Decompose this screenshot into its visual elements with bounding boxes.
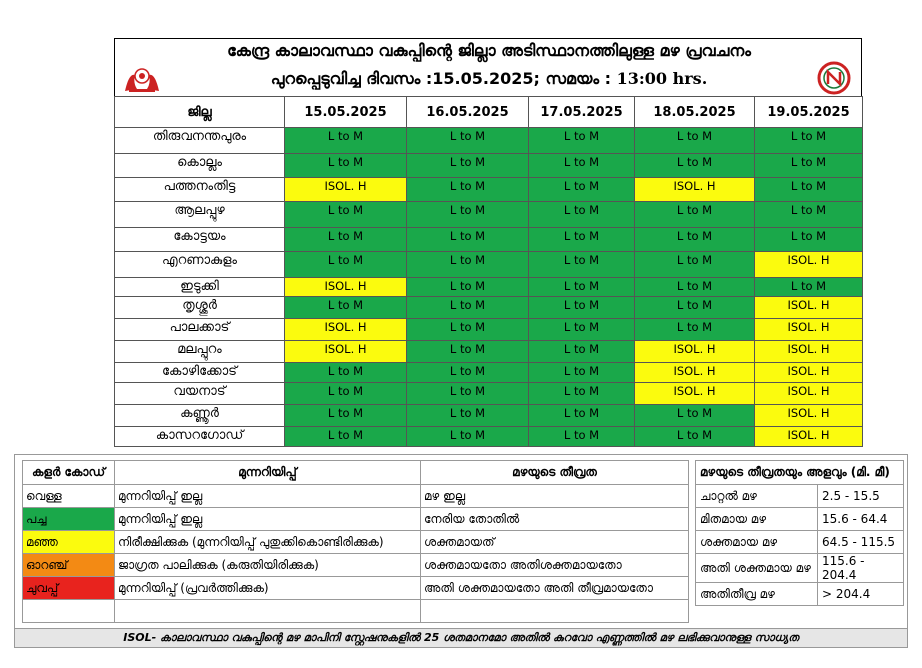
forecast-cell: L to M bbox=[407, 363, 529, 383]
legend-row bbox=[23, 485, 689, 508]
intensity-text: നേരിയ തോതിൽ bbox=[421, 508, 689, 531]
range-row bbox=[696, 508, 904, 531]
forecast-cell: L to M bbox=[529, 178, 635, 202]
warning-text: മുന്നറിയിപ്പ് ഇല്ല bbox=[115, 508, 421, 531]
forecast-cell: ISOL. H bbox=[635, 383, 755, 405]
color-swatch-label: പച്ച bbox=[23, 508, 115, 531]
rain-amount: 115.6 - 204.4 bbox=[818, 554, 904, 583]
rain-category: ചാറ്റൽ മഴ bbox=[696, 485, 818, 508]
forecast-header bbox=[114, 38, 862, 96]
forecast-cell: L to M bbox=[529, 319, 635, 341]
forecast-cell: L to M bbox=[407, 128, 529, 154]
table-row bbox=[115, 178, 863, 202]
forecast-cell: ISOL. H bbox=[285, 319, 407, 341]
intensity-text: ശക്തമായതോ അതിശക്തമായതോ bbox=[421, 554, 689, 577]
date-column-header: 18.05.2025 bbox=[635, 97, 755, 128]
forecast-cell: L to M bbox=[407, 252, 529, 278]
legend-row bbox=[23, 577, 689, 600]
forecast-cell: L to M bbox=[529, 228, 635, 252]
district-name: കാസറഗോഡ് bbox=[115, 427, 285, 447]
rainfall-range-table bbox=[695, 460, 904, 606]
forecast-cell: L to M bbox=[635, 252, 755, 278]
forecast-cell: L to M bbox=[635, 427, 755, 447]
forecast-cell: L to M bbox=[529, 252, 635, 278]
range-row bbox=[696, 485, 904, 508]
forecast-cell: ISOL. H bbox=[635, 341, 755, 363]
forecast-cell: ISOL. H bbox=[755, 383, 863, 405]
forecast-cell: L to M bbox=[407, 297, 529, 319]
table-row bbox=[115, 228, 863, 252]
warning-text: മുന്നറിയിപ്പ് (പ്രവർത്തിക്കുക) bbox=[115, 577, 421, 600]
forecast-cell: L to M bbox=[755, 202, 863, 228]
intensity-text: അതി ശക്തമായതോ അതി തീവ്രമായതോ bbox=[421, 577, 689, 600]
district-name: കണ്ണൂർ bbox=[115, 405, 285, 427]
forecast-cell: L to M bbox=[529, 154, 635, 178]
range-header: മഴയുടെ തീവ്രതയും അളവും (മി. മീ) bbox=[696, 461, 904, 485]
forecast-cell: L to M bbox=[285, 297, 407, 319]
kerala-emblem-icon bbox=[123, 63, 161, 93]
color-swatch-label: വെള്ള bbox=[23, 485, 115, 508]
forecast-cell: L to M bbox=[635, 128, 755, 154]
color-swatch-label: ഓറഞ്ച് bbox=[23, 554, 115, 577]
forecast-cell: L to M bbox=[755, 154, 863, 178]
district-name: വയനാട് bbox=[115, 383, 285, 405]
issue-date-text: പുറപ്പെടുവിച്ച ദിവസം :15.05.2025; സമയം : bbox=[270, 69, 617, 88]
district-name: തിരുവനന്തപുരം bbox=[115, 128, 285, 154]
table-row bbox=[115, 319, 863, 341]
warning-text: മുന്നറിയിപ്പ് ഇല്ല bbox=[115, 485, 421, 508]
district-name: തൃശ്ശൂർ bbox=[115, 297, 285, 319]
forecast-cell: L to M bbox=[407, 178, 529, 202]
table-row bbox=[115, 202, 863, 228]
district-column-header: ജില്ല bbox=[115, 97, 285, 128]
district-forecast-table bbox=[114, 96, 863, 447]
range-row bbox=[696, 583, 904, 606]
table-row bbox=[115, 341, 863, 363]
table-row bbox=[115, 154, 863, 178]
forecast-cell: ISOL. H bbox=[755, 405, 863, 427]
forecast-cell: L to M bbox=[635, 319, 755, 341]
legend-empty-row bbox=[23, 600, 689, 623]
forecast-cell: L to M bbox=[285, 405, 407, 427]
forecast-cell: L to M bbox=[407, 427, 529, 447]
rain-amount: > 204.4 bbox=[818, 583, 904, 606]
date-column-header: 17.05.2025 bbox=[529, 97, 635, 128]
forecast-cell: L to M bbox=[529, 363, 635, 383]
forecast-cell: L to M bbox=[407, 405, 529, 427]
forecast-cell: L to M bbox=[529, 405, 635, 427]
rain-category: അതി ശക്തമായ മഴ bbox=[696, 554, 818, 583]
range-row bbox=[696, 531, 904, 554]
issue-datetime bbox=[115, 69, 863, 89]
forecast-cell: L to M bbox=[755, 128, 863, 154]
forecast-cell: L to M bbox=[285, 128, 407, 154]
color-swatch-label: മഞ്ഞ bbox=[23, 531, 115, 554]
forecast-cell: L to M bbox=[285, 154, 407, 178]
forecast-cell: L to M bbox=[529, 383, 635, 405]
table-row bbox=[115, 278, 863, 297]
warning-text: നിരീക്ഷിക്കുക (മുന്നറിയിപ്പ് പുതുക്കികൊണ്ടിരിക്കുക) bbox=[115, 531, 421, 554]
forecast-cell: L to M bbox=[755, 178, 863, 202]
district-name: പാലക്കാട് bbox=[115, 319, 285, 341]
rain-category: അതിതീവ്ര മഴ bbox=[696, 583, 818, 606]
forecast-cell: L to M bbox=[407, 341, 529, 363]
table-row bbox=[115, 405, 863, 427]
forecast-cell: L to M bbox=[529, 202, 635, 228]
isol-footnote: ISOL- കാലാവസ്ഥാ വകുപ്പിന്റെ മഴ മാപിനി സ്റ്റേഷനുകളിൽ 25 ശതമാനമോ അതിൽ കുറവോ എണ്ണത്തിൽ മഴ ലഭിക്കുവാനുള്ള സാധ്യത bbox=[14, 628, 908, 648]
district-name: ആലപ്പുഴ bbox=[115, 202, 285, 228]
forecast-cell: L to M bbox=[529, 297, 635, 319]
forecast-cell: L to M bbox=[407, 202, 529, 228]
legend-row bbox=[23, 554, 689, 577]
warning-text: ജാഗ്രത പാലിക്കുക (കരുതിയിരിക്കുക) bbox=[115, 554, 421, 577]
forecast-cell: L to M bbox=[407, 383, 529, 405]
forecast-cell: L to M bbox=[755, 228, 863, 252]
imd-logo-icon bbox=[817, 61, 851, 95]
forecast-cell: L to M bbox=[529, 128, 635, 154]
intensity-text: മഴ ഇല്ല bbox=[421, 485, 689, 508]
forecast-cell: L to M bbox=[407, 319, 529, 341]
district-name: എറണാകുളം bbox=[115, 252, 285, 278]
forecast-cell: ISOL. H bbox=[755, 297, 863, 319]
district-name: കൊല്ലം bbox=[115, 154, 285, 178]
color-code-header: കളർ കോഡ് bbox=[23, 461, 115, 485]
color-swatch-label: ചുവപ്പ് bbox=[23, 577, 115, 600]
forecast-cell: L to M bbox=[285, 228, 407, 252]
date-column-header: 16.05.2025 bbox=[407, 97, 529, 128]
forecast-cell: ISOL. H bbox=[285, 341, 407, 363]
issue-time-text: 13:00 hrs. bbox=[616, 69, 708, 88]
table-row bbox=[115, 363, 863, 383]
date-column-header: 15.05.2025 bbox=[285, 97, 407, 128]
forecast-cell: L to M bbox=[635, 297, 755, 319]
legend-header-row bbox=[23, 461, 689, 485]
forecast-cell: L to M bbox=[635, 228, 755, 252]
table-row bbox=[115, 252, 863, 278]
forecast-cell: ISOL. H bbox=[285, 178, 407, 202]
forecast-cell: L to M bbox=[407, 278, 529, 297]
table-row bbox=[115, 383, 863, 405]
legend-row bbox=[23, 508, 689, 531]
rain-amount: 2.5 - 15.5 bbox=[818, 485, 904, 508]
rain-amount: 64.5 - 115.5 bbox=[818, 531, 904, 554]
rain-category: ശക്തമായ മഴ bbox=[696, 531, 818, 554]
table-row bbox=[115, 427, 863, 447]
range-row bbox=[696, 554, 904, 583]
forecast-cell: L to M bbox=[407, 228, 529, 252]
forecast-cell: L to M bbox=[285, 427, 407, 447]
forecast-cell: ISOL. H bbox=[635, 178, 755, 202]
table-row bbox=[115, 297, 863, 319]
forecast-cell: L to M bbox=[529, 341, 635, 363]
page-title: കേന്ദ്ര കാലാവസ്ഥാ വകുപ്പിന്റെ ജില്ലാ അടിസ്ഥാനത്തിലുള്ള മഴ പ്രവചനം bbox=[227, 41, 751, 60]
district-name: കോട്ടയം bbox=[115, 228, 285, 252]
forecast-cell: L to M bbox=[285, 252, 407, 278]
district-name: പത്തനംതിട്ട bbox=[115, 178, 285, 202]
forecast-cell: ISOL. H bbox=[635, 363, 755, 383]
rain-category: മിതമായ മഴ bbox=[696, 508, 818, 531]
forecast-cell: L to M bbox=[635, 278, 755, 297]
district-name: മലപ്പുറം bbox=[115, 341, 285, 363]
intensity-header: മഴയുടെ തീവ്രത bbox=[421, 461, 689, 485]
intensity-text: ശക്തമായത് bbox=[421, 531, 689, 554]
forecast-cell: ISOL. H bbox=[755, 363, 863, 383]
forecast-cell: L to M bbox=[635, 154, 755, 178]
district-name: ഇടുക്കി bbox=[115, 278, 285, 297]
forecast-cell: L to M bbox=[285, 363, 407, 383]
forecast-cell: ISOL. H bbox=[285, 278, 407, 297]
forecast-cell: ISOL. H bbox=[755, 427, 863, 447]
district-name: കോഴിക്കോട് bbox=[115, 363, 285, 383]
forecast-cell: ISOL. H bbox=[755, 341, 863, 363]
forecast-cell: L to M bbox=[635, 405, 755, 427]
forecast-cell: L to M bbox=[635, 202, 755, 228]
warning-header: മുന്നറിയിപ്പ് bbox=[115, 461, 421, 485]
forecast-cell: L to M bbox=[407, 154, 529, 178]
legend-row bbox=[23, 531, 689, 554]
table-header-row bbox=[115, 97, 863, 128]
forecast-cell: L to M bbox=[529, 427, 635, 447]
date-column-header: 19.05.2025 bbox=[755, 97, 863, 128]
color-code-legend-table bbox=[22, 460, 689, 623]
rain-amount: 15.6 - 64.4 bbox=[818, 508, 904, 531]
forecast-cell: L to M bbox=[285, 383, 407, 405]
range-header-row bbox=[696, 461, 904, 485]
table-row bbox=[115, 128, 863, 154]
forecast-cell: L to M bbox=[755, 278, 863, 297]
forecast-cell: L to M bbox=[529, 278, 635, 297]
forecast-cell: L to M bbox=[285, 202, 407, 228]
forecast-cell: ISOL. H bbox=[755, 252, 863, 278]
forecast-cell: ISOL. H bbox=[755, 319, 863, 341]
